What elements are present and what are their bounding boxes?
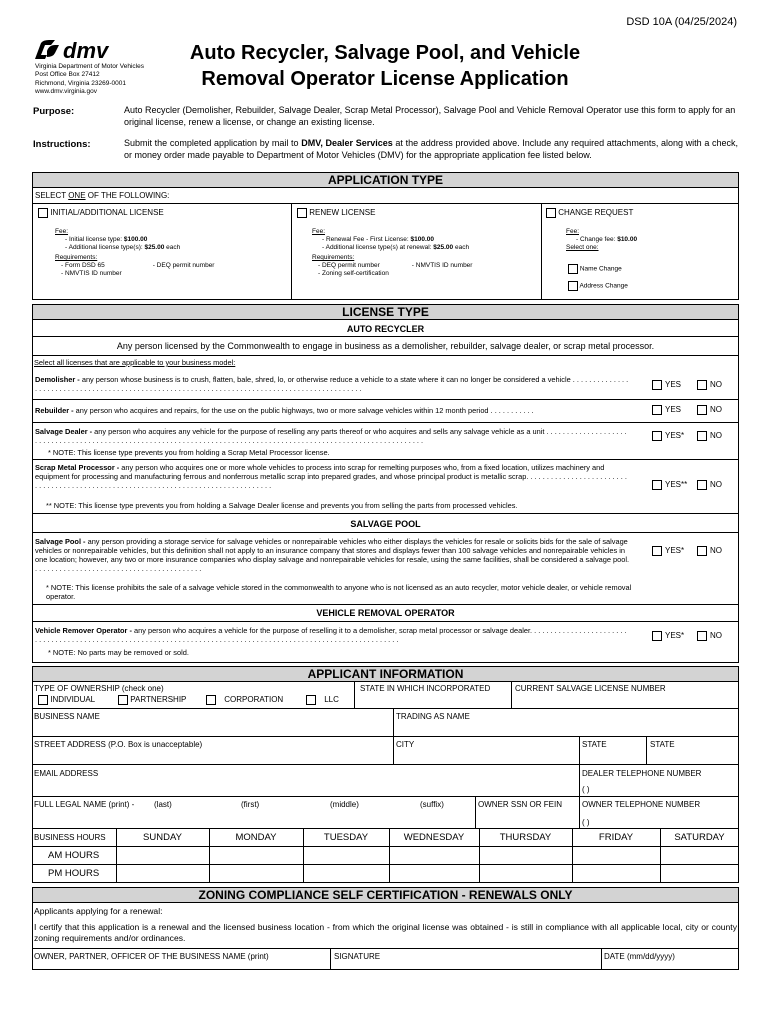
llc-checkbox[interactable]	[306, 695, 316, 705]
divider	[32, 764, 739, 765]
fee-amount: $25.00	[433, 244, 454, 251]
yes-label: YES*	[665, 431, 685, 441]
am-hours-label: AM HOURS	[48, 850, 100, 861]
divider	[579, 764, 580, 796]
initial-license-checkbox[interactable]	[38, 208, 48, 218]
vro-yes-checkbox[interactable]	[652, 631, 662, 641]
demolisher-no[interactable]	[697, 380, 722, 390]
change-request-checkbox[interactable]	[546, 208, 556, 218]
llc-label: LLC	[324, 695, 339, 705]
ownership-llc[interactable]	[306, 695, 339, 705]
change-request-option[interactable]	[546, 208, 633, 218]
zoning-line-2: I certify that this application is a renewal and the licensed business location - from which the original license was obtained - is still in compliance with all applicable local, city or county zoning requirements and/or ordinances.	[34, 922, 737, 943]
divider	[291, 203, 292, 300]
divider	[579, 796, 580, 828]
corporation-label: CORPORATION	[224, 695, 284, 705]
address-line: www.dmv.virginia.gov	[35, 87, 98, 95]
suffix-field[interactable]: (suffix)	[420, 800, 444, 809]
renew-fees	[312, 228, 472, 278]
business-hours-label: BUSINESS HOURS	[34, 833, 106, 842]
ownership-label: TYPE OF OWNERSHIP (check one)	[34, 684, 164, 693]
business-name-field[interactable]: BUSINESS NAME	[34, 712, 100, 721]
salvage-pool-text	[35, 537, 630, 573]
select-one-label	[35, 191, 169, 200]
divider	[32, 336, 739, 337]
fee-line	[566, 236, 637, 244]
address-line: Richmond, Virginia 23269-0001	[35, 79, 126, 87]
salvage-pool-note: * NOTE: This license prohibits the sale of a salvage vehicle stored in the commonwealth to anyone who is not licensed as an auto recycler, motor vehicle dealer, or vehicle removal operator.	[46, 583, 632, 601]
day-monday: MONDAY	[235, 832, 277, 843]
demolisher-yes[interactable]	[652, 380, 681, 390]
state-incorporated-field[interactable]: STATE IN WHICH INCORPORATED	[360, 684, 491, 693]
corporation-checkbox[interactable]	[206, 695, 216, 705]
select-one-sub: Select one:	[566, 244, 599, 251]
no-label: NO	[710, 546, 722, 556]
initial-fees	[55, 228, 214, 278]
date-field[interactable]: DATE (mm/dd/yyyy)	[604, 952, 675, 961]
no-label: NO	[710, 380, 722, 390]
req-item: - DEQ permit number	[152, 262, 215, 269]
divider	[579, 736, 580, 764]
demolisher-no-checkbox[interactable]	[697, 380, 707, 390]
fee-text: - Additional license type(s) at renewal:	[322, 244, 434, 251]
divider	[32, 203, 739, 204]
divider	[393, 736, 394, 764]
req-item: - NMVTIS ID number	[411, 262, 473, 269]
name-change-label: Name Change	[579, 265, 622, 273]
email-field[interactable]: EMAIL ADDRESS	[34, 769, 99, 778]
divider	[541, 203, 542, 300]
divider	[32, 532, 739, 533]
salvage-pool-heading: SALVAGE POOL	[350, 519, 421, 529]
demolisher-text	[35, 375, 630, 393]
license-type-heading: LICENSE TYPE	[32, 304, 739, 320]
no-label: NO	[710, 431, 722, 441]
fee-line	[55, 236, 214, 244]
auto-recycler-intro: Any person licensed by the Commonwealth to engage in business as a demolisher, rebuilder, salvage dealer, or scrap metal processor.	[116, 341, 655, 351]
divider	[32, 846, 739, 847]
legal-name-label: FULL LEGAL NAME (print) -	[34, 800, 135, 809]
address-line: Virginia Department of Motor Vehicles	[35, 63, 144, 70]
divider	[32, 604, 739, 605]
state-field[interactable]: STATE	[582, 740, 607, 749]
zoning-line-1: Applicants applying for a renewal:	[34, 906, 163, 916]
select-one: ONE	[68, 191, 86, 200]
day-wednesday: WEDNESDAY	[403, 832, 465, 843]
salvage-dealer-text	[35, 427, 630, 445]
form-id: DSD 10A (04/25/2024)	[626, 16, 737, 28]
street-address-field[interactable]: STREET ADDRESS (P.O. Box is unacceptable)	[34, 740, 203, 749]
change-fees	[566, 228, 637, 252]
address-change-checkbox[interactable]	[568, 281, 578, 291]
salvage-dealer-no[interactable]	[697, 431, 722, 441]
divider	[32, 355, 739, 356]
divider	[32, 513, 739, 514]
fee-text: - Additional license type(s):	[65, 244, 145, 251]
salvage-dealer-note: * NOTE: This license type prevents you from holding a Scrap Metal Processor license.	[48, 448, 330, 457]
no-label: NO	[710, 480, 722, 490]
applicant-info-section	[32, 681, 739, 883]
partnership-label: PARTNERSHIP	[130, 695, 187, 705]
address-change-label: Address Change	[579, 282, 628, 290]
salvage-pool-yes[interactable]	[652, 546, 684, 556]
term: Salvage Dealer -	[35, 427, 93, 436]
rebuilder-text	[35, 406, 630, 415]
select-post: OF THE FOLLOWING:	[85, 191, 170, 200]
state-field-2[interactable]: STATE	[650, 740, 675, 749]
rebuilder-yes-checkbox[interactable]	[652, 405, 662, 415]
dmv-logo	[33, 39, 133, 66]
fee-amount: $10.00	[617, 236, 638, 243]
req-item: - NMVTIS ID number	[61, 270, 122, 277]
divider	[646, 736, 647, 764]
vro-yes[interactable]	[652, 631, 684, 641]
scrap-metal-yes[interactable]	[652, 480, 687, 490]
definition: any person who acquires and repairs, for the use on the public highways, two or more salvage vehicles within 12 month period . . . . . . . . . . .	[73, 406, 534, 415]
day-friday: FRIDAY	[598, 832, 634, 843]
fee-text: - Change fee:	[576, 236, 618, 243]
application-type-heading: APPLICATION TYPE	[32, 172, 739, 188]
fee-line	[312, 244, 472, 252]
divider	[475, 796, 476, 828]
fee-amount: $100.00	[123, 236, 148, 243]
divider	[511, 681, 512, 708]
middle-name-field[interactable]: (middle)	[330, 800, 359, 809]
yes-label: YES*	[665, 546, 685, 556]
req-line	[312, 262, 472, 270]
fee-label: Fee:	[312, 228, 326, 235]
no-label: NO	[710, 405, 722, 415]
divider	[32, 422, 739, 423]
fee-text: each	[453, 244, 470, 251]
fee-text: - Initial license type:	[65, 236, 124, 243]
definition: any person who acquires a vehicle for the purpose of reselling it to a demolisher, scrap metal processor or salvage dealer. . . . . . . . . . . . . . . . . . . . . . . . . . . . . . . . . . . . . . . . . . . . . . . . . . . . . . . . . . . . . . . . . . . . . . . . . . . . . . . . . . . . . . . . . . . . . . . . . . . . . . . . . . . . . . . . .	[35, 626, 627, 644]
name-change-option[interactable]	[568, 264, 622, 274]
term: Demolisher -	[35, 375, 80, 384]
city-field[interactable]: CITY	[396, 740, 415, 749]
term: Vehicle Remover Operator -	[35, 626, 132, 635]
dmv-address	[35, 63, 144, 96]
renew-license-checkbox[interactable]	[297, 208, 307, 218]
owner-phone-parens: ( )	[582, 818, 590, 827]
signature-field[interactable]: SIGNATURE	[334, 952, 381, 961]
rebuilder-no[interactable]	[697, 405, 722, 415]
last-name-field[interactable]: (last)	[154, 800, 172, 809]
no-label: NO	[710, 631, 722, 641]
scrap-metal-no-checkbox[interactable]	[697, 480, 707, 490]
day-tuesday: TUESDAY	[323, 832, 369, 843]
divider	[330, 948, 331, 970]
vro-heading: VEHICLE REMOVAL OPERATOR	[316, 608, 455, 618]
name-change-checkbox[interactable]	[568, 264, 578, 274]
salvage-pool-no[interactable]	[697, 546, 722, 556]
dealer-phone-field[interactable]: DEALER TELEPHONE NUMBER	[582, 769, 702, 778]
address-change-option[interactable]	[568, 281, 628, 291]
divider	[393, 708, 394, 736]
divider	[32, 399, 739, 400]
divider	[32, 864, 739, 865]
scrap-metal-text	[35, 463, 630, 490]
pm-hours-label: PM HOURS	[48, 868, 100, 879]
day-sunday: SUNDAY	[143, 832, 182, 843]
purpose-label: Purpose:	[33, 106, 75, 117]
yes-label: YES**	[665, 480, 688, 490]
renew-license-label: RENEW LICENSE	[309, 208, 376, 218]
instructions-label: Instructions:	[33, 139, 91, 150]
salvage-dealer-yes[interactable]	[652, 431, 684, 441]
divider	[354, 681, 355, 708]
trading-as-field[interactable]: TRADING AS NAME	[396, 712, 470, 721]
req-item: - DEQ permit number	[318, 262, 380, 269]
instructions-text	[124, 137, 738, 161]
vro-note: * NOTE: No parts may be removed or sold.	[48, 648, 189, 657]
individual-checkbox[interactable]	[38, 695, 48, 705]
day-saturday: SATURDAY	[674, 832, 725, 843]
instructions-post: at the address provided above. Include any required attachments, along with a check, or money order made payable to Department of Motor Vehicles (DMV) for the appropriate application fee listed below.	[124, 138, 738, 160]
divider	[32, 796, 739, 797]
salvage-dealer-no-checkbox[interactable]	[697, 431, 707, 441]
initial-license-option[interactable]	[38, 208, 164, 218]
divider	[32, 621, 739, 622]
ownership-partnership[interactable]	[118, 695, 186, 705]
instructions-pre: Submit the completed application by mail to	[124, 138, 302, 148]
individual-label: INDIVIDUAL	[50, 695, 96, 705]
select-all-label: Select all licenses that are applicable to your business model:	[34, 358, 236, 367]
definition: any person providing a storage service for salvage vehicles or nonrepairable vehicles who either displays the vehicles for resale or solicits bids for the sale of salvage vehicles or nonrepairable vehicles, but this definition shall not apply to an insurance company that stores and displays fewer than 100 salvage vehicles and nonrepairable vehicles in one location; however, any two or more insurance companies who display salvage and nonrepairable vehicles for resale, using the same facilities, shall be considered a salvage pool. . . . . . . . . . . . . . . . . . . . . . . . . . . . . . . . . . . . . . . . . .	[35, 537, 630, 573]
fee-line	[312, 236, 472, 244]
rebuilder-yes[interactable]	[652, 405, 681, 415]
instructions-bold: DMV, Dealer Services	[301, 138, 393, 148]
dealer-phone-parens: ( )	[582, 785, 590, 794]
fee-label: Fee:	[566, 228, 580, 235]
partnership-checkbox[interactable]	[118, 695, 128, 705]
vro-text	[35, 626, 630, 644]
page-title	[160, 40, 610, 92]
owner-phone-field[interactable]: OWNER TELEPHONE NUMBER	[582, 800, 701, 809]
ownership-corporation[interactable]	[206, 695, 283, 705]
term: Salvage Pool -	[35, 537, 86, 546]
ownership-individual[interactable]	[38, 695, 95, 705]
vro-no-checkbox[interactable]	[697, 631, 707, 641]
req-line	[55, 262, 214, 270]
fee-amount: $100.00	[410, 236, 435, 243]
divider	[32, 459, 739, 460]
day-thursday: THURSDAY	[499, 832, 552, 843]
rebuilder-no-checkbox[interactable]	[697, 405, 707, 415]
yes-label: YES	[665, 380, 682, 390]
req-item: - Form DSD 65	[61, 262, 105, 269]
divider	[32, 736, 739, 737]
requirements-label: Requirements:	[312, 254, 355, 261]
title-line-2: Removal Operator License Application	[201, 68, 569, 90]
fee-line	[55, 244, 214, 252]
divider	[32, 948, 739, 949]
auto-recycler-heading: AUTO RECYCLER	[346, 324, 425, 334]
scrap-metal-note: ** NOTE: This license type prevents you from holding a Salvage Dealer license and prevents you from selling the parts from processed vehicles.	[46, 501, 518, 510]
logo-text: dmv	[63, 39, 109, 61]
current-license-field[interactable]: CURRENT SALVAGE LICENSE NUMBER	[515, 684, 666, 693]
select-pre: SELECT	[35, 191, 69, 200]
yes-label: YES*	[665, 631, 685, 641]
vro-no[interactable]	[697, 631, 722, 641]
owner-name-field[interactable]: OWNER, PARTNER, OFFICER OF THE BUSINESS NAME (print)	[34, 952, 269, 961]
definition: any person who acquires one or more whole vehicles to process into scrap for remelting purposes who, from a fixed location, utilizes machinery and equipment for processing and manufacturing ferrous and nonferrous metallic scrap into prepared grades, and whose principal product is metallic scrap. . . . . . . . . . . . . . . . . . . . . . . . . . . . . . . . . . . . . . . . . . . . . . . . . . . . . . . . . . . . . . . . . . . . . . . . . . . . . . . . . . .	[35, 463, 627, 490]
address-line: Post Office Box 27412	[35, 71, 100, 79]
divider	[32, 828, 739, 829]
scrap-metal-yes-checkbox[interactable]	[652, 480, 662, 490]
fee-label: Fee:	[55, 228, 69, 235]
term: Rebuilder -	[35, 406, 74, 415]
definition: any person who acquires any vehicle for the purpose of reselling any parts thereof or who acquires and sells any salvage vehicle as a unit . . . . . . . . . . . . . . . . . . . . . . . . . . . . . . . . . . . . . . . . . . . . . . . . . . . . . . . . . . . . . . . . . . . . . . . . . . . . . . . . . . . . . . . . . . . . . . . . . . . . . . . . . . . . . . . . . . .	[35, 427, 627, 445]
fee-text: each	[164, 244, 181, 251]
fee-amount: $25.00	[144, 244, 165, 251]
change-request-label: CHANGE REQUEST	[558, 208, 634, 218]
term: Scrap Metal Processor -	[35, 463, 120, 472]
title-line-1: Auto Recycler, Salvage Pool, and Vehicle	[189, 42, 581, 64]
applicant-info-heading: APPLICANT INFORMATION	[32, 666, 739, 682]
divider	[32, 708, 739, 709]
renew-license-option[interactable]	[297, 208, 375, 218]
initial-license-label: INITIAL/ADDITIONAL LICENSE	[50, 208, 164, 218]
salvage-dealer-yes-checkbox[interactable]	[652, 431, 662, 441]
demolisher-yes-checkbox[interactable]	[652, 380, 662, 390]
purpose-text: Auto Recycler (Demolisher, Rebuilder, Salvage Dealer, Scrap Metal Processor), Salvage Pool and Vehicle Removal Operator use this form to apply for an original license, renew a license, or change an existing license.	[124, 105, 736, 127]
fee-text: - Renewal Fee - First License:	[322, 236, 411, 243]
ssn-fein-field[interactable]: OWNER SSN OR FEIN	[478, 800, 563, 809]
first-name-field[interactable]: (first)	[241, 800, 260, 809]
definition: any person whose business is to crush, flatten, bale, shred, lo, or otherwise reduce a vehicle to a state where it can no longer be considered a vehicle . . . . . . . . . . . . . . . . . . . . . . . . . . . . . . . . . . . . . . . . . . . . . . . . . . . . . . . . . . . . . . . . . . . . . . . . . . . . . . . . . . . . . . . . . . . . . .	[35, 375, 629, 393]
salvage-pool-yes-checkbox[interactable]	[652, 546, 662, 556]
divider	[601, 948, 602, 970]
requirements-label: Requirements:	[55, 254, 98, 261]
zoning-heading: ZONING COMPLIANCE SELF CERTIFICATION - RENEWALS ONLY	[32, 887, 739, 903]
req-item: - Zoning self-certification	[318, 270, 389, 277]
yes-label: YES	[665, 405, 682, 415]
salvage-pool-no-checkbox[interactable]	[697, 546, 707, 556]
scrap-metal-no[interactable]	[697, 480, 722, 490]
